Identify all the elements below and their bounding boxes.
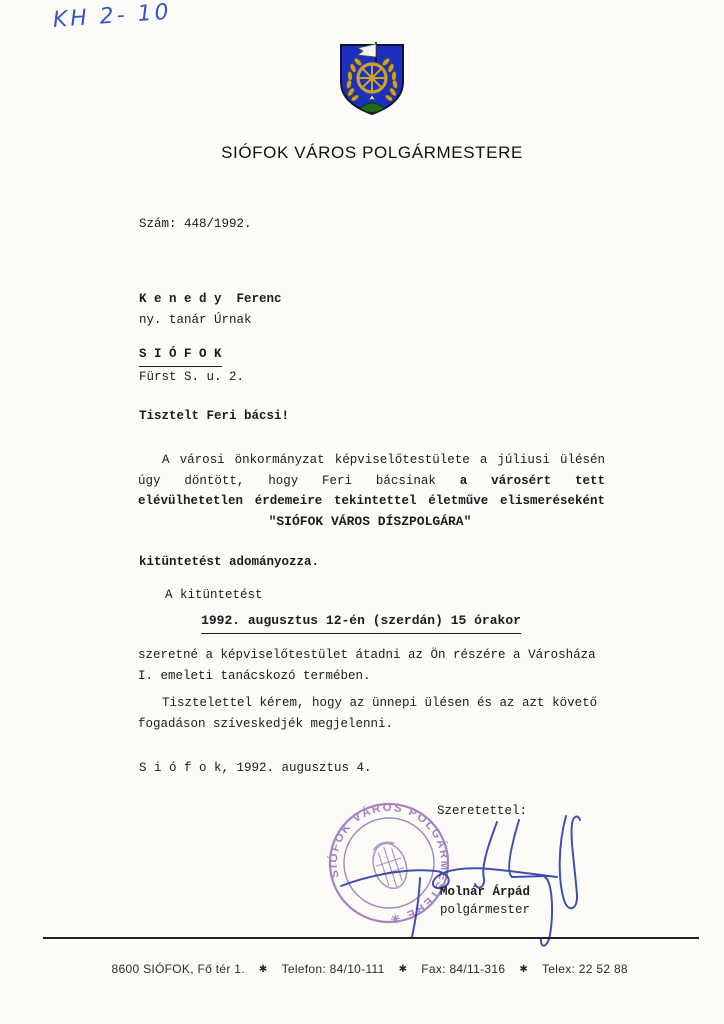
signature-stroke-1 — [475, 822, 497, 888]
footer-separator-icon: ✱ — [258, 964, 268, 975]
event-datetime-text: 1992. augusztus 12-én (szerdán) 15 órakor — [201, 611, 521, 634]
paragraph-1-line-2-bold: a városért tett — [459, 473, 605, 488]
footer-contact-line — [97, 948, 628, 990]
stamp-svg — [326, 800, 452, 926]
signature-stroke-tail — [541, 877, 552, 946]
valediction: Szeretettel: — [437, 804, 528, 818]
paragraph-invitation-line-1: Tisztelettel kérem, hogy az ünnepi ülésen és az azt követő — [162, 696, 598, 710]
salutation: Tisztelt Feri bácsi! — [139, 409, 290, 423]
recipient-title: ny. tanár Úrnak — [139, 312, 252, 327]
paragraph-handover-line-1: szeretné a képviselőtestület átadni az Ön részére a Városháza — [138, 648, 596, 662]
signature-stroke-2 — [509, 820, 548, 877]
recipient-street: Fürst S. u. 2. — [139, 369, 245, 384]
honor-title: "SIÓFOK VÁROS DÍSZPOLGÁRA" — [268, 514, 472, 529]
footer-phone: Telefon: 84/10-111 — [281, 962, 385, 976]
award-intro: A kitüntetést — [165, 588, 263, 602]
recipient-city — [139, 344, 282, 367]
stamp-center-crest — [367, 838, 412, 893]
award-line: kitüntetést adományozza. — [139, 555, 320, 569]
paragraph-1 — [138, 450, 605, 512]
recipient-name: K e n e d y Ferenc — [139, 292, 282, 306]
paragraph-1-line-3: elévülhetetlen érdemeire tekintettel életműve elismeréseként — [138, 494, 605, 508]
handwritten-annotation: KH 2- 10 — [52, 0, 173, 33]
paragraph-invitation-line-2: fogadáson szíveskedjék megjelenni. — [138, 716, 394, 731]
recipient-city-text: S I Ó F O K — [139, 344, 222, 367]
signer-name: Molnár Árpád — [440, 885, 531, 899]
letterhead-title: SIÓFOK VÁROS POLGÁRMESTERE — [221, 143, 523, 162]
siofok-coat-of-arms-icon — [336, 40, 408, 123]
city-date: S i ó f o k, 1992. augusztus 4. — [139, 761, 372, 775]
ship-wheel-hub — [369, 75, 376, 82]
footer-fax: Fax: 84/11-316 — [421, 962, 506, 976]
event-datetime — [201, 611, 521, 634]
paragraph-1-line-1: A városi önkormányzat képviselőtestülete a júliusi ülésén — [162, 453, 605, 467]
spacer — [139, 330, 282, 344]
paragraph-invitation — [138, 693, 605, 734]
recipient-block — [139, 289, 282, 387]
signature-stroke-loop — [560, 816, 580, 908]
paragraph-1-line-2-normal: úgy döntött, hogy Feri bácsinak — [138, 473, 436, 488]
paragraph-1-line-2 — [138, 471, 605, 492]
reference-number: Szám: 448/1992. — [139, 217, 252, 231]
stamp-curved-text: SIÓFOK VÁROS POLGÁRMESTERE ✳ — [327, 801, 451, 925]
official-stamp — [326, 800, 452, 931]
footer-address: 8600 SIÓFOK, Fő tér 1. — [111, 962, 245, 976]
coat-of-arms-svg — [336, 40, 408, 118]
footer-separator-icon: ✱ — [519, 964, 528, 975]
paragraph-handover-line-2: I. emeleti tanácskozó termében. — [138, 668, 371, 683]
footer-telex: Telex: 22 52 88 — [542, 962, 628, 976]
signer-title: polgármester — [440, 903, 531, 917]
footer-separator-icon: ✱ — [398, 964, 408, 975]
paragraph-handover — [138, 645, 605, 686]
footer-divider — [43, 937, 699, 939]
